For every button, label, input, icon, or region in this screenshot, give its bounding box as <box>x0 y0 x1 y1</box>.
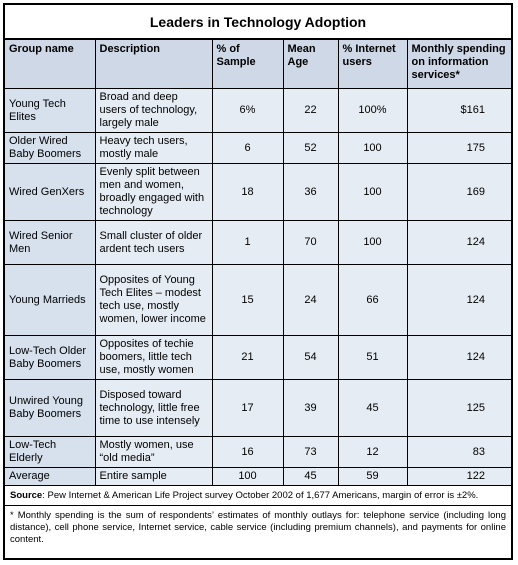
group-description: Evenly split between men and women, broadly engaged with technology <box>95 164 212 221</box>
sample-pct: 6% <box>212 89 283 133</box>
group-name: Young Marrieds <box>5 265 95 336</box>
group-name: Older Wired Baby Boomers <box>5 133 95 164</box>
source-label: Source <box>10 490 43 501</box>
sample-pct: 16 <box>212 437 283 468</box>
monthly-spending: 175 <box>407 133 511 164</box>
mean-age: 22 <box>283 89 338 133</box>
mean-age: 52 <box>283 133 338 164</box>
internet-pct: 100% <box>338 89 407 133</box>
table-title: Leaders in Technology Adoption <box>5 5 511 39</box>
group-description: Disposed toward technology, little free time to use intensely <box>95 380 212 437</box>
monthly-spending: 125 <box>407 380 511 437</box>
sample-pct: 15 <box>212 265 283 336</box>
monthly-spending: 124 <box>407 221 511 265</box>
monthly-spending: $161 <box>407 89 511 133</box>
table-row <box>5 336 511 380</box>
header-spending: Monthly spending on information services* <box>407 40 511 89</box>
group-name: Average <box>5 468 95 486</box>
mean-age: 24 <box>283 265 338 336</box>
table-row <box>5 221 511 265</box>
header-description: Description <box>95 40 212 89</box>
internet-pct: 100 <box>338 221 407 265</box>
mean-age: 36 <box>283 164 338 221</box>
mean-age: 54 <box>283 336 338 380</box>
internet-pct: 12 <box>338 437 407 468</box>
header-group: Group name <box>5 40 95 89</box>
sample-pct: 100 <box>212 468 283 486</box>
header-age: Mean Age <box>283 40 338 89</box>
header-internet: % Internet users <box>338 40 407 89</box>
sample-pct: 6 <box>212 133 283 164</box>
monthly-spending: 122 <box>407 468 511 486</box>
monthly-spending: 169 <box>407 164 511 221</box>
group-description: Opposites of techie boomers, little tech use, mostly women <box>95 336 212 380</box>
internet-pct: 51 <box>338 336 407 380</box>
sample-pct: 17 <box>212 380 283 437</box>
internet-pct: 66 <box>338 265 407 336</box>
header-row <box>5 40 511 89</box>
header-sample: % of Sample <box>212 40 283 89</box>
group-name: Unwired Young Baby Boomers <box>5 380 95 437</box>
source-note <box>5 486 511 506</box>
group-description: Entire sample <box>95 468 212 486</box>
sample-pct: 1 <box>212 221 283 265</box>
footnote: * Monthly spending is the sum of respondents’ estimates of monthly outlays for: telephone service (including long distance), cell phone service, Internet service, cable service (including premium channels), and payments for online content. <box>10 510 506 545</box>
mean-age: 70 <box>283 221 338 265</box>
table-frame <box>3 3 513 560</box>
table-row <box>5 133 511 164</box>
group-name: Young Tech Elites <box>5 89 95 133</box>
internet-pct: 45 <box>338 380 407 437</box>
group-name: Wired Senior Men <box>5 221 95 265</box>
mean-age: 45 <box>283 468 338 486</box>
group-description: Small cluster of older ardent tech users <box>95 221 212 265</box>
internet-pct: 100 <box>338 164 407 221</box>
table-row-average <box>5 468 511 486</box>
table-row <box>5 164 511 221</box>
mean-age: 39 <box>283 380 338 437</box>
source-text: : Pew Internet & American Life Project survey October 2002 of 1,677 Americans, margin of error is ±2%. <box>42 490 479 501</box>
group-description: Broad and deep users of technology, largely male <box>95 89 212 133</box>
adoption-table <box>5 39 511 486</box>
monthly-spending: 124 <box>407 265 511 336</box>
monthly-spending: 83 <box>407 437 511 468</box>
table-row <box>5 437 511 468</box>
table-row <box>5 89 511 133</box>
monthly-spending: 124 <box>407 336 511 380</box>
group-description: Mostly women, use “old media” <box>95 437 212 468</box>
internet-pct: 100 <box>338 133 407 164</box>
group-name: Low-Tech Older Baby Boomers <box>5 336 95 380</box>
group-name: Low-Tech Elderly <box>5 437 95 468</box>
sample-pct: 18 <box>212 164 283 221</box>
group-description: Heavy tech users, mostly male <box>95 133 212 164</box>
sample-pct: 21 <box>212 336 283 380</box>
group-name: Wired GenXers <box>5 164 95 221</box>
table-row <box>5 380 511 437</box>
table-row <box>5 265 511 336</box>
internet-pct: 59 <box>338 468 407 486</box>
group-description: Opposites of Young Tech Elites – modest tech use, mostly women, lower income <box>95 265 212 336</box>
mean-age: 73 <box>283 437 338 468</box>
